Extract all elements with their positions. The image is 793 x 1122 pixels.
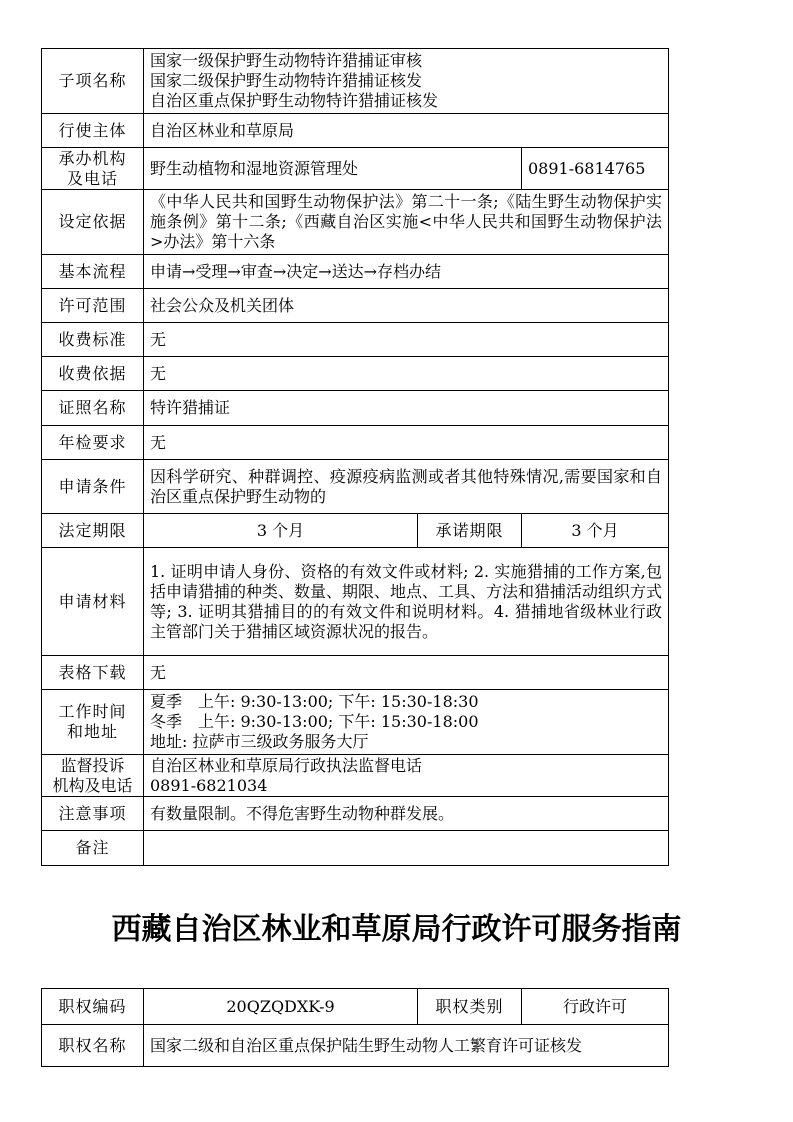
- conditions-label: 申请条件: [42, 460, 144, 514]
- fee-basis-label: 收费依据: [42, 357, 144, 391]
- agency-phone: 0891-6814765: [522, 148, 669, 190]
- remarks-value: [144, 831, 669, 866]
- promised-limit-label: 承诺期限: [418, 514, 522, 548]
- supervision-value: 自治区林业和草原局行政执法监督电话 0891-6821034: [144, 755, 669, 797]
- row-subitem: [42, 49, 669, 114]
- scope-label: 许可范围: [42, 289, 144, 323]
- row-notes: [42, 797, 669, 831]
- notes-label: 注意事项: [42, 797, 144, 831]
- row-fee-standard: [42, 323, 669, 357]
- category-value: 行政许可: [522, 989, 669, 1025]
- row-subject: [42, 114, 669, 148]
- basis-label: 设定依据: [42, 190, 144, 255]
- process-label: 基本流程: [42, 255, 144, 289]
- row-authority-name: [42, 1025, 669, 1067]
- supervision-label: 监督投诉 机构及电话: [42, 755, 144, 797]
- legal-limit-value: 3 个月: [144, 514, 418, 548]
- annual-label: 年检要求: [42, 426, 144, 460]
- subitem-value: 国家一级保护野生动物特许猎捕证审核 国家二级保护野生动物特许猎捕证核发 自治区重点保护野生动物特许猎捕证核发: [144, 49, 669, 114]
- notes-value: 有数量限制。不得危害野生动物种群发展。: [144, 797, 669, 831]
- row-conditions: [42, 460, 669, 514]
- materials-label: 申请材料: [42, 548, 144, 656]
- license-value: 特许猎捕证: [144, 391, 669, 426]
- code-value: 20QZQDXK-9: [144, 989, 418, 1025]
- agency-label: 承办机构 及电话: [42, 148, 144, 190]
- page-title: 西藏自治区林业和草原局行政许可服务指南: [111, 912, 682, 947]
- row-materials: [42, 548, 669, 656]
- row-scope: [42, 289, 669, 323]
- subitem-label: 子项名称: [42, 49, 144, 114]
- row-agency: [42, 148, 669, 190]
- row-basis: [42, 190, 669, 255]
- row-remarks: [42, 831, 669, 866]
- row-process: [42, 255, 669, 289]
- legal-limit-label: 法定期限: [42, 514, 144, 548]
- row-fee-basis: [42, 357, 669, 391]
- form-value: 无: [144, 656, 669, 690]
- authority-name-label: 职权名称: [42, 1025, 144, 1067]
- agency-value: 野生动植物和湿地资源管理处: [144, 148, 522, 190]
- hours-label: 工作时间 和地址: [42, 690, 144, 755]
- row-hours: [42, 690, 669, 755]
- row-annual: [42, 426, 669, 460]
- row-supervision: [42, 755, 669, 797]
- row-license: [42, 391, 669, 426]
- subject-value: 自治区林业和草原局: [144, 114, 669, 148]
- row-code: [42, 989, 669, 1025]
- category-label: 职权类别: [418, 989, 522, 1025]
- subject-label: 行使主体: [42, 114, 144, 148]
- code-label: 职权编码: [42, 989, 144, 1025]
- service-guide-table: [41, 48, 669, 866]
- remarks-label: 备注: [42, 831, 144, 866]
- materials-value: 1. 证明申请人身份、资格的有效文件或材料; 2. 实施猎捕的工作方案,包括申请猎捕的种类、数量、期限、地点、工具、方法和猎捕活动组织方式等; 3. 证明其猎捕目的的有效文件和说明材料。4. 猎捕地省级林业行政主管部门关于猎捕区域资源状况的报告。: [144, 548, 669, 656]
- fee-standard-label: 收费标准: [42, 323, 144, 357]
- promised-limit-value: 3 个月: [522, 514, 669, 548]
- authority-name-value: 国家二级和自治区重点保护陆生野生动物人工繁育许可证核发: [144, 1025, 669, 1067]
- scope-value: 社会公众及机关团体: [144, 289, 669, 323]
- hours-value: 夏季 上午: 9:30-13:00; 下午: 15:30-18:30 冬季 上午: 9:30-13:00; 下午: 15:30-18:00 地址: 拉萨市三级政务服务大厅: [144, 690, 669, 755]
- basis-value: 《中华人民共和国野生动物保护法》第二十一条;《陆生野生动物保护实施条例》第十二条;《西藏自治区实施<中华人民共和国野生动物保护法>办法》第十六条: [144, 190, 669, 255]
- form-label: 表格下载: [42, 656, 144, 690]
- conditions-value: 因科学研究、种群调控、疫源疫病监测或者其他特殊情况,需要国家和自治区重点保护野生动物的: [144, 460, 669, 514]
- license-label: 证照名称: [42, 391, 144, 426]
- process-value: 申请→受理→审查→决定→送达→存档办结: [144, 255, 669, 289]
- annual-value: 无: [144, 426, 669, 460]
- row-time-limits: [42, 514, 669, 548]
- fee-basis-value: 无: [144, 357, 669, 391]
- row-form: [42, 656, 669, 690]
- authority-table: [41, 988, 669, 1067]
- fee-standard-value: 无: [144, 323, 669, 357]
